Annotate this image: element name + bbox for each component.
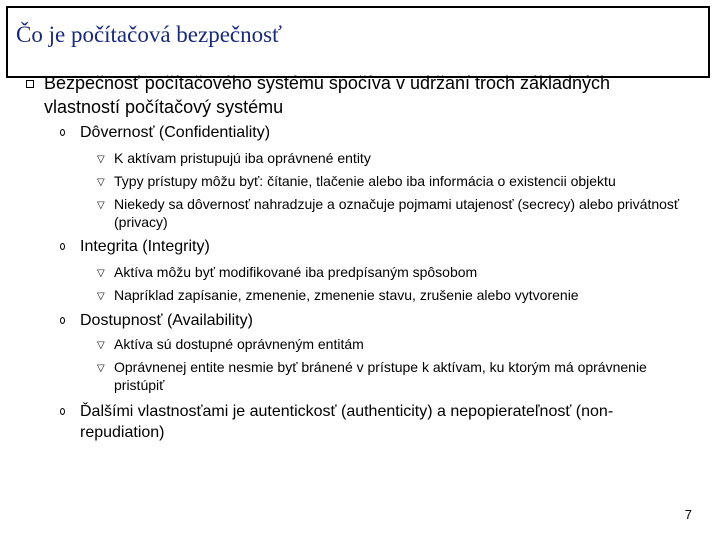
page-number: 7 xyxy=(684,507,692,522)
title-box xyxy=(6,6,710,78)
circle-bullet-icon xyxy=(60,129,65,136)
list-item: ▽ Niekedy sa dôvernosť nahradzuje a označuje pojmami utajenosť (secrecy) alebo privátnosť (privacy) xyxy=(97,196,680,230)
arrow-bullet-icon: ▽ xyxy=(97,363,105,374)
list-item: ▽ Aktíva sú dostupné oprávneným entitám xyxy=(97,335,689,353)
property-integrity xyxy=(60,236,680,257)
property-availability xyxy=(60,310,680,331)
arrow-bullet-icon: ▽ xyxy=(97,340,105,351)
extra-text: Ďalšími vlastnosťami je autentickosť (authenticity) a nepopierateľnosť (non-repudiation) xyxy=(80,403,614,441)
arrow-bullet-icon: ▽ xyxy=(97,268,105,279)
circle-bullet-icon xyxy=(60,408,65,415)
circle-bullet-icon xyxy=(60,243,65,250)
arrow-bullet-icon: ▽ xyxy=(97,177,105,188)
property-name: Integrita (Integrity) xyxy=(80,238,210,255)
property-name: Dôvernosť (Confidentiality) xyxy=(80,124,271,141)
arrow-bullet-icon: ▽ xyxy=(97,154,105,165)
intro-bullet xyxy=(20,71,690,119)
arrow-bullet-icon: ▽ xyxy=(97,291,105,302)
list-item: ▽ Aktíva môžu byť modifikované iba predpísaným spôsobom xyxy=(97,263,689,281)
circle-bullet-icon xyxy=(60,317,65,324)
list-item: ▽ Typy prístupy môžu byť: čítanie, tlačenie alebo iba informácia o existencii objektu xyxy=(97,172,689,190)
property-name: Dostupnosť (Availability) xyxy=(80,312,253,329)
list-item: ▽ K aktívam pristupujú iba oprávnené entity xyxy=(97,149,689,167)
square-bullet-icon xyxy=(26,80,34,88)
slide-title: Čo je počítačová bezpečnosť xyxy=(16,22,282,47)
list-item: ▽ Napríklad zapísanie, zmenenie, zmenenie stavu, zrušenie alebo vytvorenie xyxy=(97,286,689,304)
arrow-bullet-icon: ▽ xyxy=(97,200,105,211)
property-confidentiality xyxy=(60,122,680,143)
extra-properties xyxy=(60,401,680,443)
list-item: ▽ Oprávnenej entite nesmie byť bránené v prístupe k aktívam, ku ktorým má oprávnenie pristúpiť xyxy=(97,359,647,393)
intro-text: Bezpečnosť počítačového systému spočíva v udržaní troch základných vlastností počítačový systému xyxy=(44,73,611,117)
